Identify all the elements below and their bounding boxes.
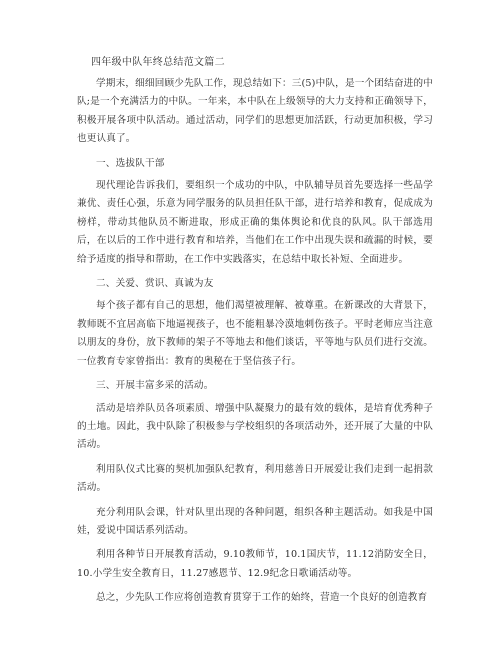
activities-paragraph: 活动是培养队员各项素质、增强中队凝聚力的最有效的载体，是培育优秀种子的土地。因此，我中队除了积极参与学校组织的各项活动外，还开展了大量的中队活动。 [77,402,433,451]
team-meeting-paragraph: 充分利用队会课，针对队里出现的各种问题，组织各种主题活动。如我是中国娃，爱说中国话系列活动。 [77,506,433,536]
section-heading-activities: 三、开展丰富多采的活动。 [96,380,214,392]
section-heading-select-cadres: 一、选拔队干部 [96,157,165,169]
intro-paragraph: 学期末，细细回顾少先队工作，现总结如下：三(5)中队，是一个团结奋进的中队;是一个充满活力的中队。一年来，本中队在上级领导的大力支持和正确领导下，积极开展各项中队活动。通过活动，同学们的思想更加活跃，行动更加积极，学习也更认真了。 [77,78,433,145]
document-body [77,56,433,610]
ceremony-paragraph: 利用队仪式比赛的契机加强队纪教育，利用慈善日开展爱让我们走到一起捐款活动。 [77,463,433,494]
document-title: 四年级中队年终总结范文篇二 [91,57,225,68]
cadre-paragraph: 现代理论告诉我们，要组织一个成功的中队，中队辅导员首先要选择一些品学兼优、责任心强，乐意为同学服务的队员担任队干部，进行培养和教育，促成成为榜样，带动其他队员不断进取，形成正确的集体舆论和优良的队风。队干部选用后，在以后的工作中进行教育和培养，当他们在工作中出现失误和疏漏的时候，要给予适度的指导和帮助，在工作中实践落实，在总结中取长补短、全面进步。 [77,180,433,265]
care-paragraph: 每个孩子都有自己的思想，他们渴望被理解、被尊重。在新课改的大背景下，教师既不宜居高临下地逼视孩子，也不能粗暴冷漠地刺伤孩子。平时老师应当注意以朋友的身份，放下教师的架子不等地去和他们谈话，平等地与队员们进行交流。一位教育专家曾指出：教育的奥秘在于坚信孩子行。 [77,300,433,367]
section-heading-care: 二、关爱、赏识、真诚为友 [96,278,214,290]
summary-paragraph: 总之，少先队工作应将创造教育贯穿于工作的始终，营造一个良好的创造教育 [96,592,428,604]
festival-paragraph: 利用各种节日开展教育活动，9.10教师节，10.1国庆节，11.12消防安全日，10.小学生安全教育日，11.27感恩节、12.9纪念日歌诵活动等。 [77,549,433,579]
